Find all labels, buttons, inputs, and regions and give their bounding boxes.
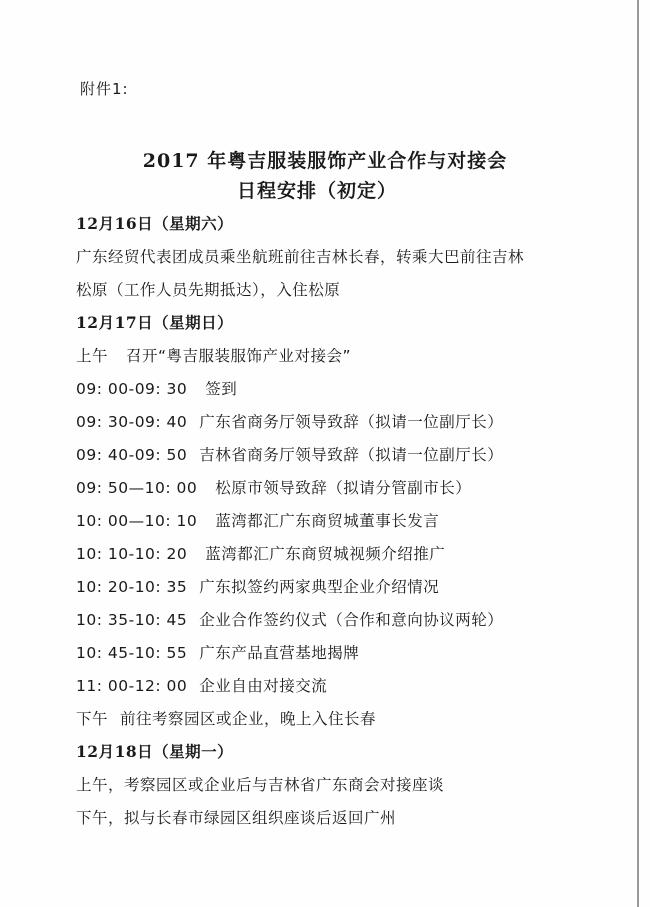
- schedule-item: 蓝湾都汇广东商贸城视频介绍推广: [205, 545, 446, 563]
- morning-text: 召开“粤吉服装服饰产业对接会”: [126, 347, 352, 365]
- attachment-label: 附件1:: [80, 80, 129, 98]
- schedule-time: 09: 00-09: 30: [76, 380, 188, 398]
- morning-row: [76, 344, 351, 366]
- afternoon-text: 前往考察园区或企业，晚上入住长春: [120, 710, 377, 728]
- afternoon-period: 下午: [76, 710, 109, 728]
- document-title: 2017 年粤吉服装服饰产业合作与对接会: [142, 150, 508, 172]
- schedule-time: 09: 30-09: 40: [76, 413, 188, 431]
- schedule-item: 松原市领导致辞（拟请分管副市长）: [215, 479, 472, 497]
- document-subtitle: 日程安排（初定）: [236, 180, 397, 202]
- schedule-row: [76, 443, 503, 465]
- schedule-item: 吉林省商务厅领导致辞（拟请一位副厅长）: [199, 446, 504, 464]
- schedule-row: [76, 509, 439, 531]
- schedule-time: 09: 50—10: 00: [76, 479, 198, 497]
- schedule-item: 广东拟签约两家典型企业介绍情况: [199, 578, 440, 596]
- schedule-time: 10: 35-10: 45: [76, 611, 188, 629]
- schedule-item: 签到: [205, 380, 238, 398]
- schedule-time: 10: 10-10: 20: [76, 545, 188, 563]
- dec18-line-2: 下午，拟与长春市绿园区组织座谈后返回广州: [76, 809, 397, 827]
- schedule-row: [76, 542, 445, 564]
- schedule-row: [76, 641, 359, 663]
- afternoon-row: [76, 707, 376, 729]
- page-edge-line: [637, 0, 639, 907]
- schedule-item: 蓝湾都汇广东商贸城董事长发言: [215, 512, 440, 530]
- morning-period: 上午: [76, 347, 109, 365]
- schedule-row: [76, 674, 327, 696]
- schedule-item: 企业合作签约仪式（合作和意向协议两轮）: [199, 611, 504, 629]
- schedule-time: 10: 20-10: 35: [76, 578, 188, 596]
- date-heading-dec18: 12月18日（星期一）: [76, 742, 234, 761]
- schedule-row: [76, 377, 237, 399]
- schedule-time: 10: 00—10: 10: [76, 512, 198, 530]
- date-heading-dec16: 12月16日（星期六）: [76, 214, 234, 233]
- dec16-line-2: 松原（工作人员先期抵达），入住松原: [76, 281, 341, 299]
- schedule-row: [76, 410, 503, 432]
- date-heading-dec17: 12月17日（星期日）: [76, 313, 234, 332]
- schedule-time: 10: 45-10: 55: [76, 644, 188, 662]
- dec18-line-1: 上午，考察园区或企业后与吉林省广东商会对接座谈: [76, 776, 445, 794]
- schedule-time: 09: 40-09: 50: [76, 446, 188, 464]
- schedule-row: [76, 608, 503, 630]
- schedule-item: 企业自由对接交流: [199, 677, 328, 695]
- schedule-row: [76, 476, 471, 498]
- schedule-item: 广东产品直营基地揭牌: [199, 644, 360, 662]
- schedule-item: 广东省商务厅领导致辞（拟请一位副厅长）: [199, 413, 504, 431]
- dec16-line-1: 广东经贸代表团成员乘坐航班前往吉林长春，转乘大巴前往吉林: [76, 248, 525, 266]
- schedule-time: 11: 00-12: 00: [76, 677, 188, 695]
- schedule-row: [76, 575, 439, 597]
